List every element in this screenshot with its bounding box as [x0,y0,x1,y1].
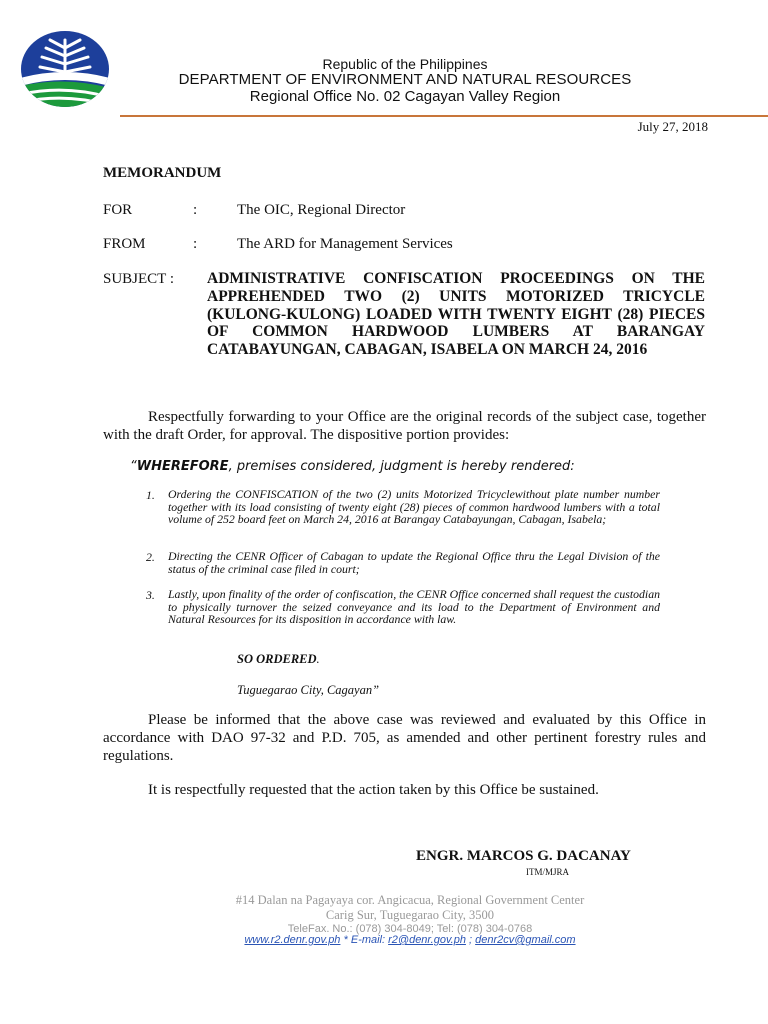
order-item-text: Ordering the CONFISCATION of the two (2) units Motorized Tricyclewithout plate number number together with its load consisting of twenty eight (28) pieces of common hardwood lumbers with a total volume of 252 board feet on March 24, 2016 at Barangay Catabayungan, Cabagan, Isabela; [168,487,660,527]
for-value: The OIC, Regional Director [237,202,406,218]
so-ordered [237,652,320,667]
from-colon: : [193,236,198,252]
header-regional-office: Regional Office No. 02 Cagayan Valley Region [249,88,561,105]
header-republic: Republic of the Philippines [322,56,488,72]
wherefore-rest: , premises considered, judgment is hereby rendered: [228,459,575,474]
so-ordered-bold: SO ORDERED [237,652,317,666]
order-item-number: 2. [146,550,155,564]
initials: ITM/MJRA [526,867,570,877]
order-place: Tuguegarao City, Cagayan” [237,683,380,697]
wherefore-line [130,459,575,474]
header-divider [120,115,768,117]
wherefore-keyword: WHEREFORE [136,459,229,474]
open-quote: “ [130,459,137,474]
request-paragraph: It is respectfully requested that the action taken by this Office be sustained. [148,782,599,798]
denr-logo-icon [20,30,110,108]
email-separator: ; [465,934,476,946]
footer-address-2: Carig Sur, Tuguegarao City, 3500 [325,908,495,922]
footer-address-1: #14 Dalan na Pagayaya cor. Angicacua, Regional Government Center [235,893,585,907]
memo-date: July 27, 2018 [637,119,708,134]
email-label: * E-mail: [340,934,389,946]
signatory-name: ENGR. MARCOS G. DACANAY [416,848,631,864]
order-item-number: 1. [146,488,155,502]
website-link[interactable]: www.r2.denr.gov.ph [244,934,341,946]
intro-paragraph: Respectfully forwarding to your Office are the original records of the subject case, together with the draft Order, for approval. The dispositive portion provides: [103,409,706,443]
review-paragraph: Please be informed that the above case was reviewed and evaluated by this Office in accordance with DAO 97-32 and P.D. 705, as amended and other pertinent forestry rules and regulations. [103,712,706,764]
from-value: The ARD for Management Services [237,236,453,252]
subject-label: SUBJECT : [103,271,174,287]
footer-phones: TeleFax. No.: (078) 304-8049; Tel: (078) 304-0768 [287,923,533,935]
memo-title: MEMORANDUM [103,165,222,181]
header-department: DEPARTMENT OF ENVIRONMENT AND NATURAL RESOURCES [178,71,632,88]
footer-contacts [100,934,720,946]
from-label: FROM [103,236,146,252]
order-item-text: Lastly, upon finality of the order of confiscation, the CENR Office concerned shall request the custodian to physically turnover the seized conveyance and its load to the Department of Environment and Natural Resources for its disposition in accordance with law. [168,587,660,627]
email-link-2[interactable]: denr2cv@gmail.com [475,934,576,946]
for-colon: : [193,202,198,218]
order-item-text: Directing the CENR Officer of Cabagan to update the Regional Office thru the Legal Division of the status of the criminal case filed in court; [168,549,660,576]
subject-text: ADMINISTRATIVE CONFISCATION PROCEEDINGS ON THE APPREHENDED TWO (2) UNITS MOTORIZED TRICYCLE (KULONG-KULONG) LOADED WITH TWENTY EIGHT (28) PIECES OF COMMON HARDWOOD LUMBERS AT BARANGAY CATABAYUNGAN, CABAGAN, ISABELA ON MARCH 24, 2016 [207,270,705,359]
so-ordered-period: . [316,652,320,666]
order-item-number: 3. [146,588,155,602]
for-label: FOR [103,202,133,218]
email-link-1[interactable]: r2@denr.gov.ph [388,934,466,946]
